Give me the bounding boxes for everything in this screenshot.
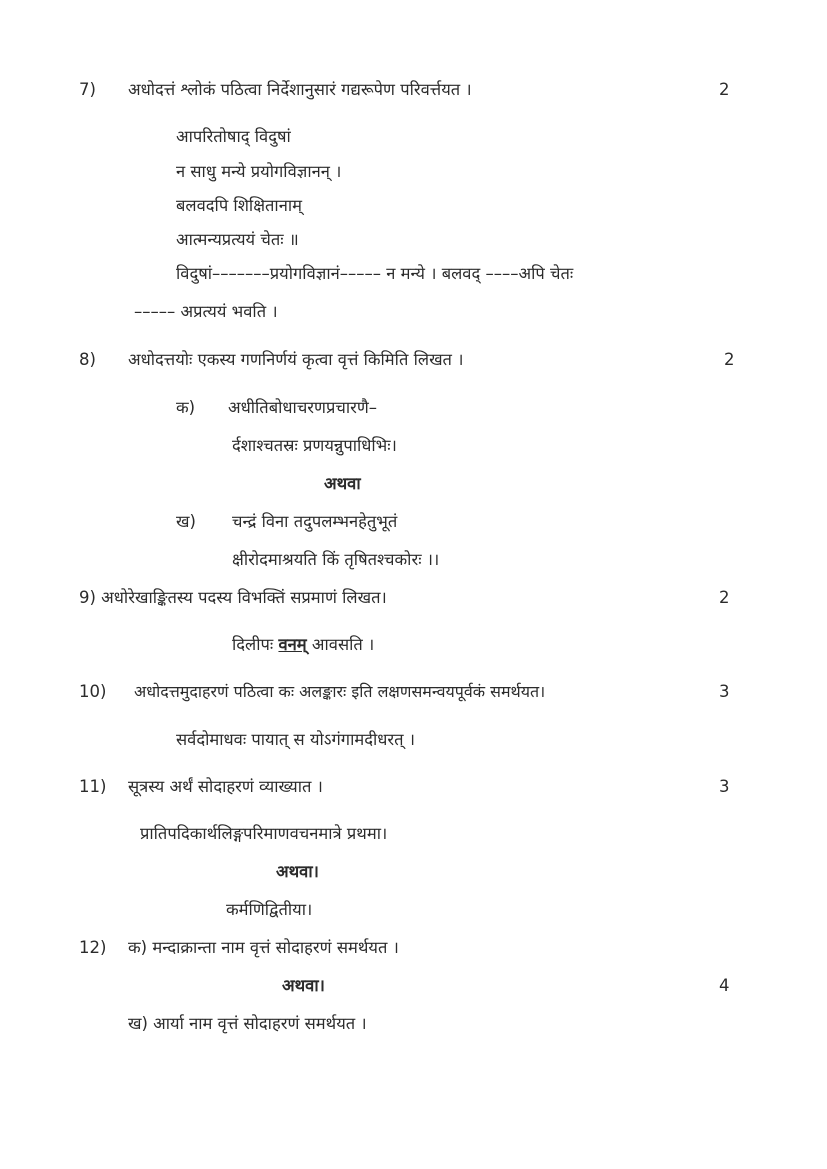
q12-option-a: क) मन्दाक्रान्ता नाम वृत्तं सोदाहरणं समर्थयत । [128, 938, 399, 957]
q8-option-a-label: क) [176, 398, 196, 417]
q8-option-b-line-2: क्षीरोदमाश्रयति किं तृषितश्चकोरः ।। [232, 550, 440, 569]
q11-number: 11) [79, 777, 107, 796]
q7-verse-line-4: आत्मन्यप्रत्ययं चेतः ॥ [176, 230, 299, 249]
q7-text: अधोदत्तं श्लोकं पठित्वा निर्देशानुसारं गद्यरूपेण परिवर्त्तयत । [128, 80, 472, 99]
q8-text: अधोदत्तयोः एकस्य गणनिर्णयं कृत्वा वृत्तं किमिति लिखत । [128, 350, 464, 369]
q8-option-b-line-1: चन्द्रं विना तदुपलम्भनहेतुभूतं [232, 512, 398, 531]
q11-or: अथवा। [276, 862, 319, 881]
q12-or: अथवा। [282, 976, 325, 995]
q8-number: 8) [79, 350, 96, 369]
q11-sutra-1: प्रातिपदिकार्थलिङ्गपरिमाणवचनमात्रे प्रथमा। [140, 824, 388, 843]
q12-marks: 4 [719, 976, 730, 995]
q10-number: 10) [79, 682, 107, 701]
q10-text: अधोदत्तमुदाहरणं पठित्वा कः अलङ्कारः इति लक्षणसमन्वयपूर्वकं समर्थयत। [134, 682, 546, 701]
q7-fill-line-1: विदुषां–––––––प्रयोगविज्ञानं––––– न मन्ये । बलवद् ––––अपि चेतः [176, 264, 574, 283]
q7-verse-line-1: आपरितोषाद् विदुषां [176, 127, 291, 146]
q12-option-b: ख) आर्या नाम वृत्तं सोदाहरणं समर्थयत । [128, 1014, 367, 1033]
q10-example: सर्वदोमाधवः पायात् स योऽगंगामदीधरत् । [176, 730, 416, 749]
q7-number: 7) [79, 80, 96, 99]
q8-marks: 2 [724, 350, 735, 369]
q8-option-a-line-2: र्दशाश्चतस्रः प्रणयन्नुपाधिभिः। [232, 436, 397, 455]
q9-example [232, 634, 374, 656]
q11-marks: 3 [719, 777, 730, 796]
q9-text: 9) अधोरेखाङ्कितस्य पदस्य विभक्तिं सप्रमाणं लिखत। [79, 588, 387, 607]
q12-number: 12) [79, 938, 107, 957]
q8-or: अथवा [324, 474, 361, 493]
q9-example-underlined-word: वनम् [278, 635, 307, 654]
q9-marks: 2 [719, 588, 730, 607]
q8-option-a-line-1: अधीतिबोधाचरणप्रचारणै– [228, 398, 378, 417]
q9-example-after: आवसति । [306, 635, 375, 654]
q9-example-before: दिलीपः [232, 635, 279, 654]
q8-option-b-label: ख) [176, 512, 196, 531]
q7-marks: 2 [719, 80, 730, 99]
q7-fill-line-2: ––––– अप्रत्ययं भवति । [134, 302, 278, 321]
q10-marks: 3 [719, 682, 730, 701]
q11-sutra-2: कर्मणिद्वितीया। [226, 900, 313, 919]
q7-verse-line-3: बलवदपि शिक्षितानाम् [176, 196, 303, 215]
q11-text: सूत्रस्य अर्थं सोदाहरणं व्याख्यात । [128, 777, 323, 796]
q7-verse-line-2: न साधु मन्ये प्रयोगविज्ञानन् । [176, 162, 342, 181]
